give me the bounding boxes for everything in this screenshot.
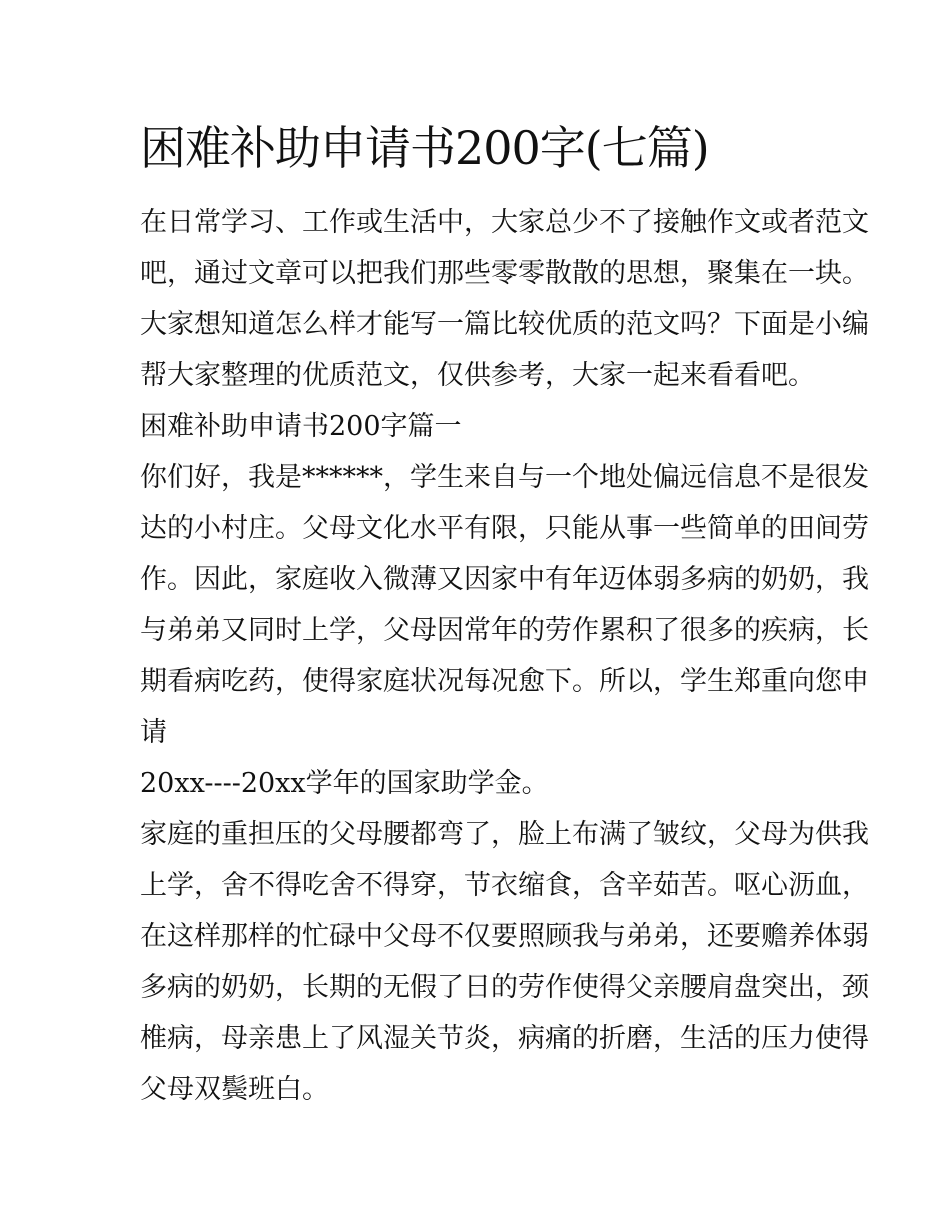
body-line: 与弟弟又同时上学，父母因常年的劳作累积了很多的疾病，长 <box>140 615 869 646</box>
body-line: 达的小村庄。父母文化水平有限，只能从事一些简单的田间劳 <box>140 513 869 544</box>
intro-line: 大家想知道怎么样才能写一篇比较优质的范文吗？下面是小编 <box>140 309 869 340</box>
body-line: 父母双鬓班白。 <box>140 1074 329 1105</box>
body-line: 请 <box>140 717 167 748</box>
body-line: 在这样那样的忙碌中父母不仅要照顾我与弟弟，还要赡养体弱 <box>140 921 869 952</box>
body-line: 作。因此，家庭收入微薄又因家中有年迈体弱多病的奶奶，我 <box>140 564 869 595</box>
body-line: 你们好，我是******，学生来自与一个地处偏远信息不是很发 <box>140 462 869 493</box>
document-title: 困难补助申请书200字(七篇) <box>140 121 709 175</box>
intro-line: 吧，通过文章可以把我们那些零零散散的思想，聚集在一块。 <box>140 258 869 289</box>
body-line: 期看病吃药，使得家庭状况每况愈下。所以，学生郑重向您申 <box>140 666 869 697</box>
body-line: 上学，舍不得吃舍不得穿，节衣缩食，含辛茹苦。呕心沥血， <box>140 870 869 901</box>
intro-line: 在日常学习、工作或生活中，大家总少不了接触作文或者范文 <box>140 207 869 238</box>
body-line: 椎病，母亲患上了风湿关节炎，病痛的折磨，生活的压力使得 <box>140 1023 869 1054</box>
intro-line: 帮大家整理的优质范文，仅供参考，大家一起来看看吧。 <box>140 360 815 391</box>
document-body <box>140 197 869 1115</box>
body-line: 20xx----20xx学年的国家助学金。 <box>140 768 549 799</box>
body-line: 家庭的重担压的父母腰都弯了，脸上布满了皱纹，父母为供我 <box>140 819 869 850</box>
section-heading: 困难补助申请书200字篇一 <box>140 411 462 442</box>
body-line: 多病的奶奶，长期的无假了日的劳作使得父亲腰肩盘突出，颈 <box>140 972 869 1003</box>
